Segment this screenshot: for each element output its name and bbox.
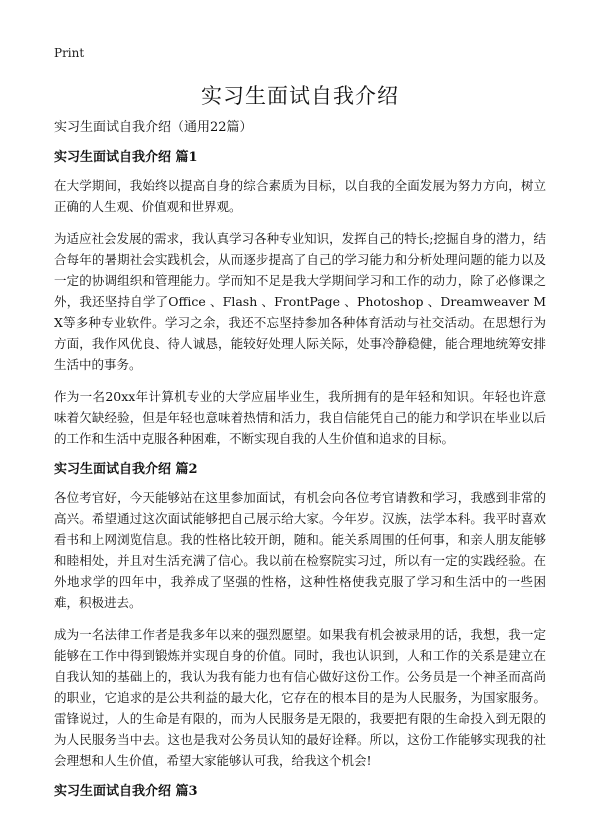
paragraph: 在大学期间，我始终以提高自身的综合素质为目标，以自我的全面发展为努力方向，树立正确的人生观、价值观和世界观。 xyxy=(54,178,546,214)
section-heading: 实习生面试自我介绍 篇1 xyxy=(54,150,198,165)
section-heading: 实习生面试自我介绍 篇3 xyxy=(54,784,198,799)
paragraph: 为适应社会发展的需求，我认真学习各种专业知识，发挥自己的特长;挖掘自身的潜力，结合每年的暑期社会实践机会，从而逐步提高了自己的学习能力和分析处理问题的能力以及一定的协调组织和管理能力。学而知不足是我大学期间学习和工作的动力，除了必修课之外，我还坚持自学了Office 、Flash 、FrontPage 、Photoshop 、Dreamweaver MX等多种专业软件。学习之余，我还不忘坚持参加各种体育活动与社交活动。在思想行为方面，我作风优良、待人诚恳，能较好处理人际关际，处事冷静稳健，能合理地统筹安排生活中的事务。 xyxy=(54,231,546,372)
document-body xyxy=(54,118,546,809)
document-subtitle: 实习生面试自我介绍（通用22篇） xyxy=(54,120,253,135)
section-heading: 实习生面试自我介绍 篇2 xyxy=(54,462,198,477)
document-title: 实习生面试自我介绍 xyxy=(201,84,399,108)
print-link[interactable]: Print xyxy=(54,46,85,60)
paragraph: 各位考官好，今天能够站在这里参加面试，有机会向各位考官请教和学习，我感到非常的高兴。希望通过这次面试能够把自己展示给大家。今年岁。汉族，法学本科。我平时喜欢看书和上网浏览信息。我的性格比较开朗，随和。能关系周围的任何事，和亲人朋友能够和睦相处，并且对生活充满了信心。我以前在检察院实习过，所以有一定的实践经验。在外地求学的四年中，我养成了坚强的性格，这种性格使我克服了学习和生活中的一些困难，积极进去。 xyxy=(54,490,546,610)
section-1 xyxy=(54,148,546,449)
section-2 xyxy=(54,460,546,771)
paragraph: 成为一名法律工作者是我多年以来的强烈愿望。如果我有机会被录用的话，我想，我一定能够在工作中得到锻炼并实现自身的价值。同时，我也认识到，人和工作的关系是建立在自我认知的基础上的，我认为我有能力也有信心做好这份工作。公务员是一个神圣而高尚的职业，它追求的是公共利益的最大化，它存在的根本目的是为人民服务，为国家服务。雷锋说过，人的生命是有限的，而为人民服务是无限的，我要把有限的生命投入到无限的为人民服务当中去。这也是我对公务员认知的最好诠释。所以，这份工作能够实现我的社会理想和人生价值，希望大家能够认可我，给我这个机会! xyxy=(54,627,546,768)
paragraph: 作为一名20xx年计算机专业的大学应届毕业生，我所拥有的是年轻和知识。年轻也许意味着欠缺经验，但是年轻也意味着热情和活力，我自信能凭自己的能力和学识在毕业以后的工作和生活中克服各种困难，不断实现自我的人生价值和追求的目标。 xyxy=(54,389,546,446)
section-3 xyxy=(54,782,546,802)
